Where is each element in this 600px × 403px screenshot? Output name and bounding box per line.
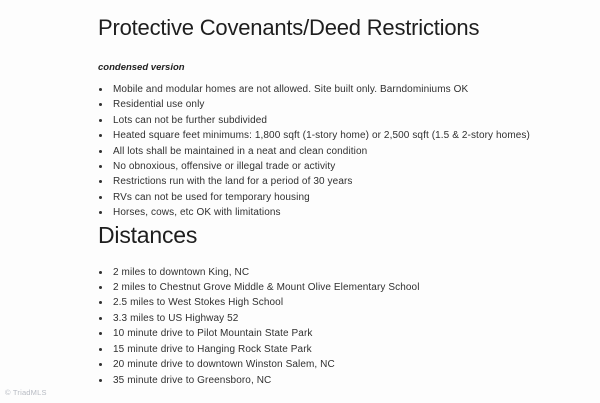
covenant-item: • Residential use only <box>111 97 550 112</box>
copyright-watermark: © TriadMLS <box>5 388 47 397</box>
distance-item: • 35 minute drive to Greensboro, NC <box>111 373 550 388</box>
covenant-item: • Restrictions run with the land for a period of 30 years <box>111 174 550 189</box>
document-subtitle: condensed version <box>98 62 185 73</box>
distance-item: • 2 miles to downtown King, NC <box>111 265 550 280</box>
covenant-item: • All lots shall be maintained in a neat and clean condition <box>111 144 550 159</box>
distance-item: • 20 minute drive to downtown Winston Salem, NC <box>111 357 550 372</box>
covenant-item: • Heated square feet minimums: 1,800 sqft (1-story home) or 2,500 sqft (1.5 & 2-story homes) <box>111 128 550 143</box>
covenant-item: • Lots can not be further subdivided <box>111 113 550 128</box>
page-title: Protective Covenants/Deed Restrictions <box>98 15 480 40</box>
distance-item: • 15 minute drive to Hanging Rock State Park <box>111 342 550 357</box>
distance-item: • 2.5 miles to West Stokes High School <box>111 295 550 310</box>
distance-item: • 2 miles to Chestnut Grove Middle & Mount Olive Elementary School <box>111 280 550 295</box>
covenant-item: • Horses, cows, etc OK with limitations <box>111 205 550 220</box>
distances-list <box>98 265 550 388</box>
covenant-item: • No obnoxious, offensive or illegal trade or activity <box>111 159 550 174</box>
covenants-list <box>98 82 550 221</box>
distance-item: • 3.3 miles to US Highway 52 <box>111 311 550 326</box>
covenant-item: • Mobile and modular homes are not allowed. Site built only. Barndominiums OK <box>111 82 550 97</box>
distances-heading: Distances <box>98 221 198 248</box>
distance-item: • 10 minute drive to Pilot Mountain State Park <box>111 326 550 341</box>
covenant-item: • RVs can not be used for temporary housing <box>111 190 550 205</box>
